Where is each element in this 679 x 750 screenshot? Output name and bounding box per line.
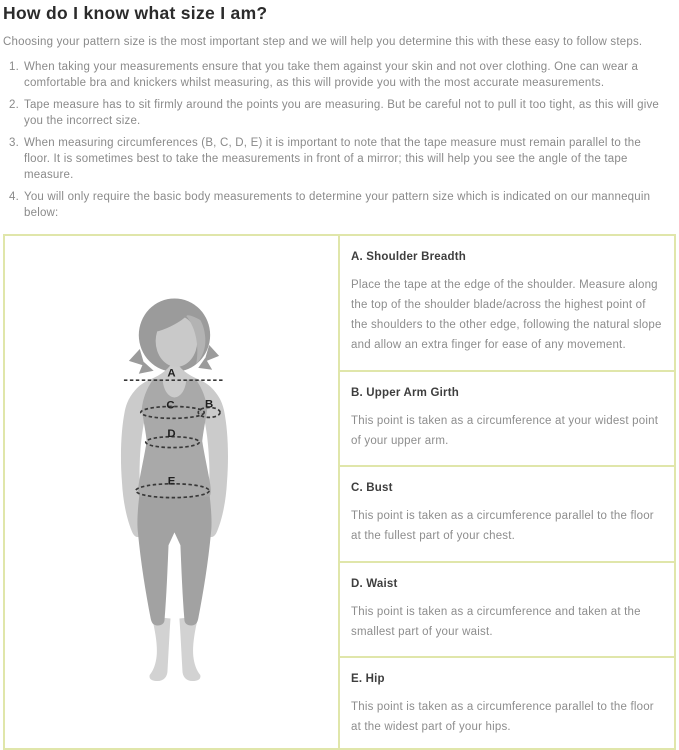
measuring-steps-list (3, 59, 676, 221)
marker-b-label: B (205, 398, 214, 411)
measurement-row-bust (340, 467, 674, 563)
measurement-title: B. Upper Arm Girth (351, 387, 459, 399)
step-item-2 (9, 97, 670, 129)
step-item-3 (9, 135, 670, 183)
measurement-row-hip (340, 658, 674, 748)
step-number: 2. (9, 99, 19, 111)
page-title: How do I know what size I am? (3, 3, 268, 23)
step-text: When taking your measurements ensure that you take them against your skin and not over clothing. One can wear a comfortable bra and knickers whilst measuring, as this will provide you with the most accurate measurements. (24, 61, 639, 89)
step-text: Tape measure has to sit firmly around the points you are measuring. But be careful not to pull it too tight, as this will give you the incorrect size. (24, 99, 660, 127)
marker-a-label: A (167, 367, 176, 380)
measurement-description: Place the tape at the edge of the shoulder. Measure along the top of the shoulder blade/across the highest point of the shoulders to the other edge, following the natural slope and allow an extra finger for ease of any movement. (351, 279, 662, 351)
mannequin-illustration (5, 236, 338, 748)
measurement-row-upper-arm-girth (340, 372, 674, 467)
intro-paragraph: Choosing your pattern size is the most important step and we will help you determine this with these easy to follow steps. (3, 36, 643, 48)
step-text: You will only require the basic body measurements to determine your pattern size which is indicated on our mannequin below: (24, 191, 651, 219)
step-number: 4. (9, 191, 19, 203)
marker-c-label: C (166, 399, 175, 412)
measurement-description: This point is taken as a circumference at your widest point of your upper arm. (351, 415, 659, 447)
measurement-title: C. Bust (351, 482, 393, 494)
step-text: When measuring circumferences (B, C, D, E) it is important to note that the tape measure must remain parallel to the floor. It is sometimes best to take the measurements in front of a mirror; this will help you see the angle of the tape measure. (24, 137, 641, 181)
step-number: 3. (9, 137, 19, 149)
measurement-row-shoulder-breadth (340, 236, 674, 372)
measurement-title: A. Shoulder Breadth (351, 251, 466, 263)
step-number: 1. (9, 61, 19, 73)
measurement-description: This point is taken as a circumference parallel to the floor at the widest part of your hips. (351, 701, 654, 733)
measurement-description: This point is taken as a circumference and taken at the smallest part of your waist. (351, 606, 641, 638)
marker-d-label: D (167, 428, 176, 441)
measurement-details-column (340, 236, 674, 748)
measurement-title: D. Waist (351, 578, 398, 590)
step-item-1 (9, 59, 670, 91)
measurement-description: This point is taken as a circumference parallel to the floor at the fullest part of your chest. (351, 510, 654, 542)
marker-e-label: E (167, 475, 176, 488)
mannequin-cell (5, 236, 340, 748)
step-item-4 (9, 189, 670, 221)
measurement-row-waist (340, 563, 674, 658)
measurement-title: E. Hip (351, 673, 385, 685)
measurement-guide-table (3, 234, 676, 750)
